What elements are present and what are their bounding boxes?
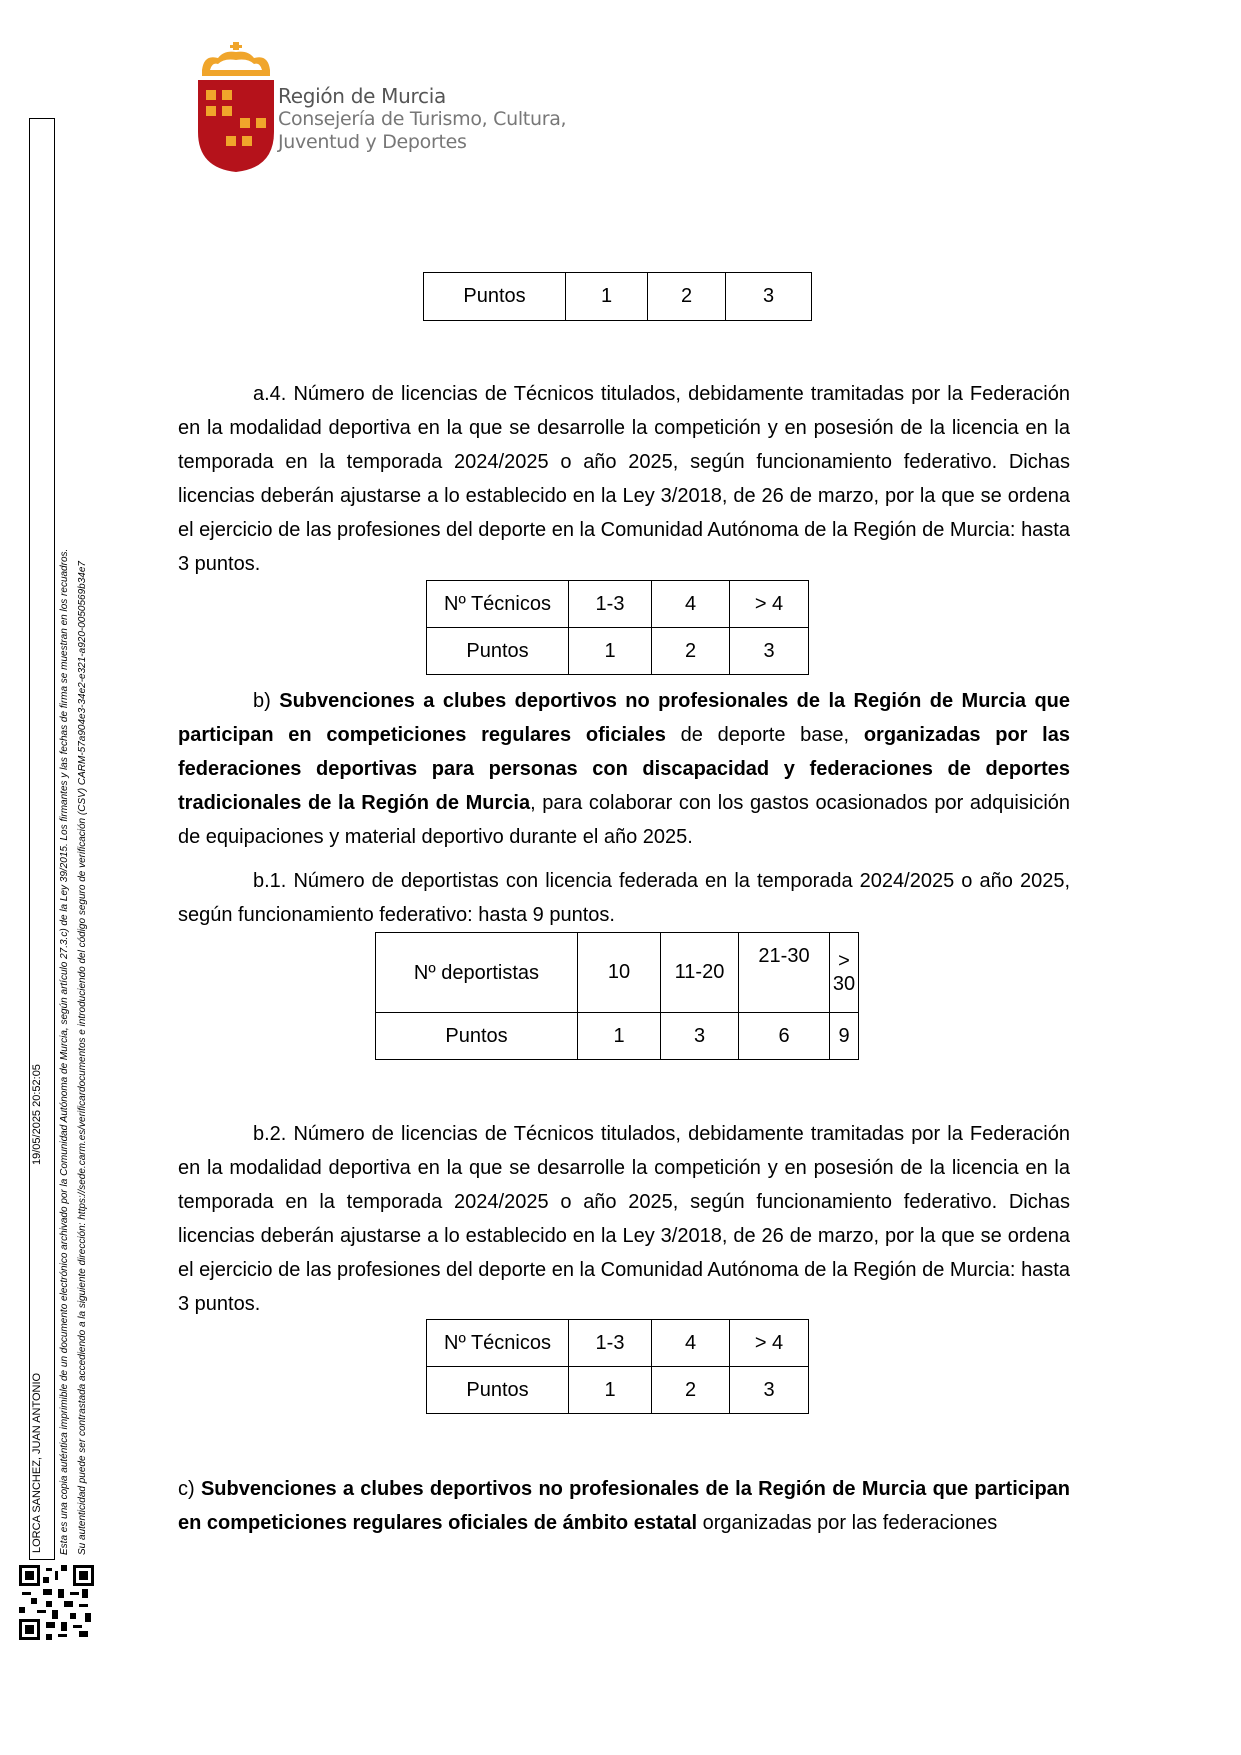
table-header-label: Nº Técnicos [427, 581, 569, 628]
signer-name: LORCA SANCHEZ, JUAN ANTONIO [31, 1372, 43, 1553]
b-bold-2: organizadas por las federaciones deportivas para personas con discapacidad y federaciones de deportes tradicionales de la Región de Murcia [178, 724, 1070, 814]
table-row [427, 581, 809, 628]
qr-code-icon [19, 1565, 94, 1640]
table-cell: 10 [578, 933, 661, 1013]
table-row [376, 933, 859, 1013]
signature-divider [54, 118, 55, 1560]
b-normal-1: de deporte base, [665, 724, 864, 746]
table-cell: 1-3 [569, 1320, 652, 1367]
paragraph-b2: b.2. Número de licencias de Técnicos titulados, debidamente tramitadas por la Federación en la modalidad deportiva en la que se desarrolle la competición y en posesión de la licencia en la temporada en la temporada 2024/2025 o año 2025, según funcionamiento federativo. Dichas licencias deberán ajustarse a lo establecido en la Ley 3/2018, de 26 de marzo, por la que se ordena el ejercicio de las profesiones del deporte en la Comunidad Autónoma de la Región de Murcia: hasta 3 puntos. [178, 1123, 1070, 1315]
b-bold-1: Subvenciones a clubes deportivos no profesionales de la Región de Murcia que participan en competiciones regulares oficiales [178, 690, 1071, 746]
table-cell: > 30 [830, 933, 859, 1013]
table-cell: 2 [652, 1367, 730, 1414]
table-row [424, 273, 812, 321]
table-row [427, 1367, 809, 1414]
crown-icon [202, 42, 270, 76]
table-cell: 1 [569, 628, 652, 675]
table-row [427, 628, 809, 675]
paragraph-b [178, 684, 1070, 854]
c-prefix: c) [178, 1478, 201, 1500]
table-cell: 3 [661, 1013, 739, 1060]
org-line-1: Región de Murcia [278, 84, 446, 108]
table-cell: 3 [730, 1367, 809, 1414]
table-cell: > 4 [730, 581, 809, 628]
table-cell: 1 [578, 1013, 661, 1060]
table-cell: 11-20 [661, 933, 739, 1013]
region-murcia-logo [196, 40, 276, 175]
b-prefix: b) [253, 690, 280, 712]
table-row-label: Puntos [427, 1367, 569, 1414]
table-cell: 3 [730, 628, 809, 675]
organization-name [278, 84, 566, 154]
table-cell: 9 [830, 1013, 859, 1060]
table-cell: 4 [652, 1320, 730, 1367]
table-cell-label: Puntos [424, 273, 566, 321]
deportistas-table-b1 [375, 932, 859, 1060]
paragraph-c [178, 1472, 1070, 1540]
tecnicos-table-a4 [426, 580, 809, 675]
signature-date: 19/05/2025 20:52:05 [31, 1064, 43, 1165]
org-line-3: Juventud y Deportes [278, 131, 467, 153]
table-cell: 1-3 [569, 581, 652, 628]
c-bold-1: Subvenciones a clubes deportivos no profesionales de la Región de Murcia que participan en competiciones regulares oficiales de ámbito estatal [178, 1478, 1071, 1534]
paragraph-a4: a.4. Número de licencias de Técnicos titulados, debidamente tramitadas por la Federación en la modalidad deportiva en la que se desarrolle la competición y en posesión de la licencia en la temporada en la temporada 2024/2025 o año 2025, según funcionamiento federativo. Dichas licencias deberán ajustarse a lo establecido en la Ley 3/2018, de 26 de marzo, por la que se ordena el ejercicio de las profesiones del deporte en la Comunidad Autónoma de la Región de Murcia: hasta 3 puntos. [178, 383, 1070, 575]
table-cell: 1 [566, 273, 648, 321]
table-cell: 6 [739, 1013, 830, 1060]
table-cell: 4 [652, 581, 730, 628]
c-normal-1: organizadas por las federaciones [697, 1512, 998, 1534]
table-row-label: Puntos [376, 1013, 578, 1060]
paragraph-b1: b.1. Número de deportistas con licencia federada en la temporada 2024/2025 o año 2025, según funcionamiento federativo: hasta 9 puntos. [178, 870, 1070, 926]
table-row-label: Puntos [427, 628, 569, 675]
b-normal-2: , para colaborar con los gastos ocasionados por adquisición de equipaciones y material deportivo durante el año 2025. [178, 792, 1071, 848]
table-cell: 3 [726, 273, 812, 321]
table-row [376, 1013, 859, 1060]
table-cell: 2 [648, 273, 726, 321]
verification-legend: Su autenticidad puede ser contrastada accediendo a la siguiente dirección: https://sede.carm.es/verificardocumentos e introduciendo del código seguro de verificación (CSV) CARM-57a904e3-34e2-e321-a920-0050569b34e7 [77, 561, 88, 1555]
table-cell: > 4 [730, 1320, 809, 1367]
puntos-table [423, 272, 812, 321]
table-header-label: Nº Técnicos [427, 1320, 569, 1367]
table-cell: 1 [569, 1367, 652, 1414]
authenticity-legend: Esta es una copia auténtica imprimible de un documento electrónico archivado por la Comunidad Autónoma de Murcia, según artículo 27.3.c) de la Ley 39/2015. Los firmantes y las fechas de firma se muestran en los recuadros. [59, 548, 70, 1555]
table-header-label: Nº deportistas [376, 933, 578, 1013]
org-line-2: Consejería de Turismo, Cultura, [278, 108, 567, 130]
table-cell: 2 [652, 628, 730, 675]
table-row [427, 1320, 809, 1367]
tecnicos-table-b2 [426, 1319, 809, 1414]
table-cell: 21-30 [739, 933, 830, 1013]
signature-box [29, 118, 55, 1560]
